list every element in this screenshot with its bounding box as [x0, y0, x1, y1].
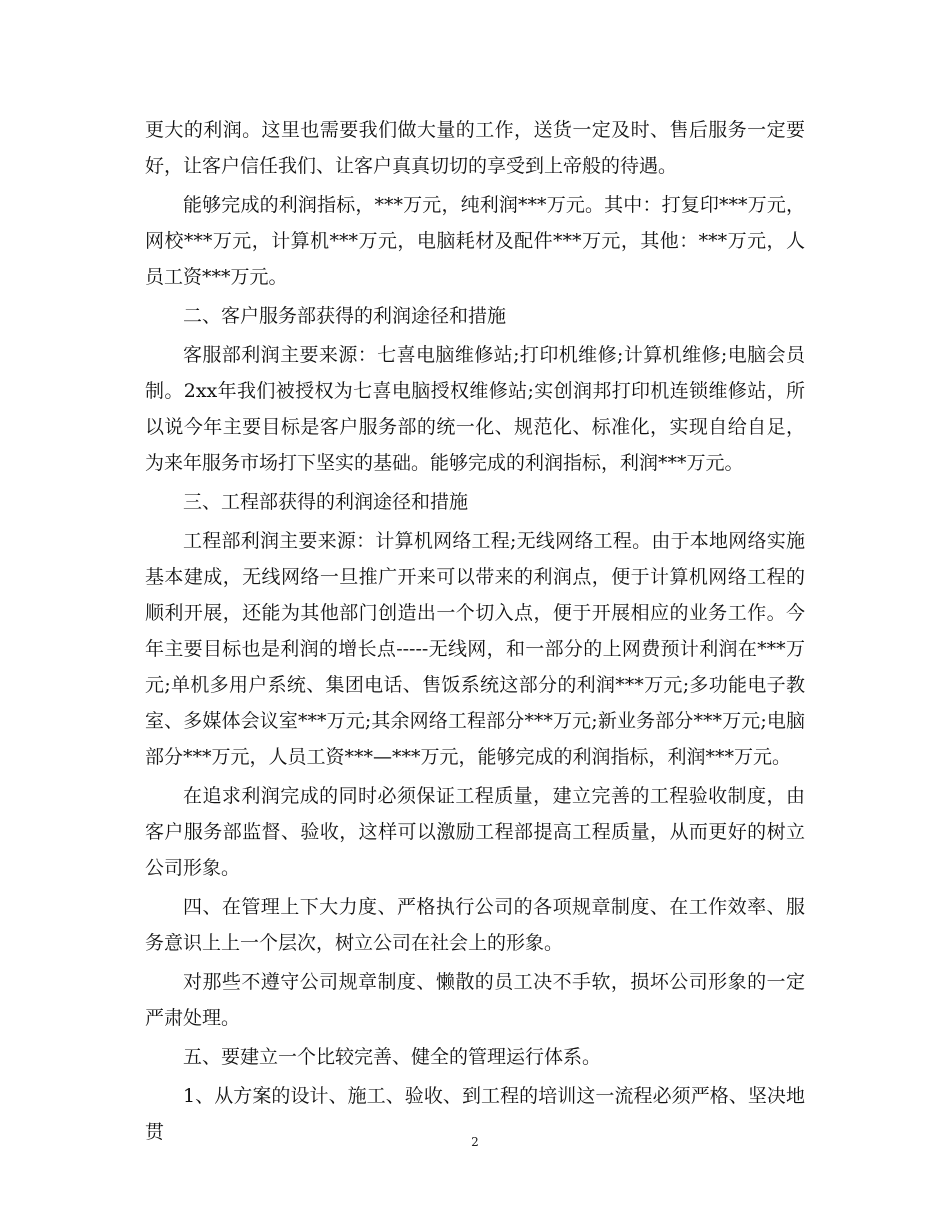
section-heading-customer-service: 二、客户服务部获得的利润途径和措施: [183, 305, 507, 327]
paragraph-1: 更大的利润。这里也需要我们做大量的工作，送货一定及时、售后服务一定要好，让客户信任我们、让客户真真切切的享受到上帝般的待遇。: [145, 119, 805, 177]
paragraph-discipline: 对那些不遵守公司规章制度、懒散的员工决不手软，损坏公司形象的一定严肃处理。: [145, 971, 805, 1029]
paragraph-quality: 在追求利润完成的同时必须保证工程质量，建立完善的工程验收制度，由客户服务部监督、验收，这样可以激励工程部提高工程质量，从而更好的树立公司形象。: [145, 785, 805, 879]
paragraph-process: 1、从方案的设计、施工、验收、到工程的培训这一流程必须严格、坚决地贯: [145, 1085, 805, 1143]
paragraph-2: 能够完成的利润指标，***万元，纯利润***万元。其中：打复印***万元，网校***万元，计算机***万元，电脑耗材及配件***万元，其他：***万元，人员工资***万元。: [145, 194, 805, 288]
document-body: [145, 112, 805, 1153]
paragraph-engineering: 工程部利润主要来源：计算机网络工程;无线网络工程。由于本地网络实施基本建成，无线网络一旦推广开来可以带来的利润点，便于计算机网络工程的顺利开展，还能为其他部门创造出一个切入点，便于开展相应的业务工作。今年主要目标也是利润的增长点-----无线网，和一部分的上网费预计利润在***万元;单机多用户系统、集团电话、售饭系统这部分的利润***万元;多功能电子教室、多媒体会议室***万元;其余网络工程部分***万元;新业务部分***万元;电脑部分***万元，人员工资***—***万元，能够完成的利润指标，利润***万元。: [145, 530, 805, 768]
section-heading-system: 五、要建立一个比较完善、健全的管理运行体系。: [183, 1046, 602, 1068]
page-number: 2: [471, 1135, 479, 1149]
section-heading-engineering: 三、工程部获得的利润途径和措施: [183, 491, 469, 513]
paragraph-customer-service: 客服部利润主要来源：七喜电脑维修站;打印机维修;计算机维修;电脑会员制。2xx年我们被授权为七喜电脑授权维修站;实创润邦打印机连锁维修站，所以说今年主要目标是客户服务部的统一化、规范化、标准化，实现自给自足，为来年服务市场打下坚实的基础。能够完成的利润指标，利润***万元。: [145, 344, 805, 474]
section-heading-management: 四、在管理上下大力度、严格执行公司的各项规章制度、在工作效率、服务意识上上一个层次，树立公司在社会上的形象。: [145, 896, 805, 954]
